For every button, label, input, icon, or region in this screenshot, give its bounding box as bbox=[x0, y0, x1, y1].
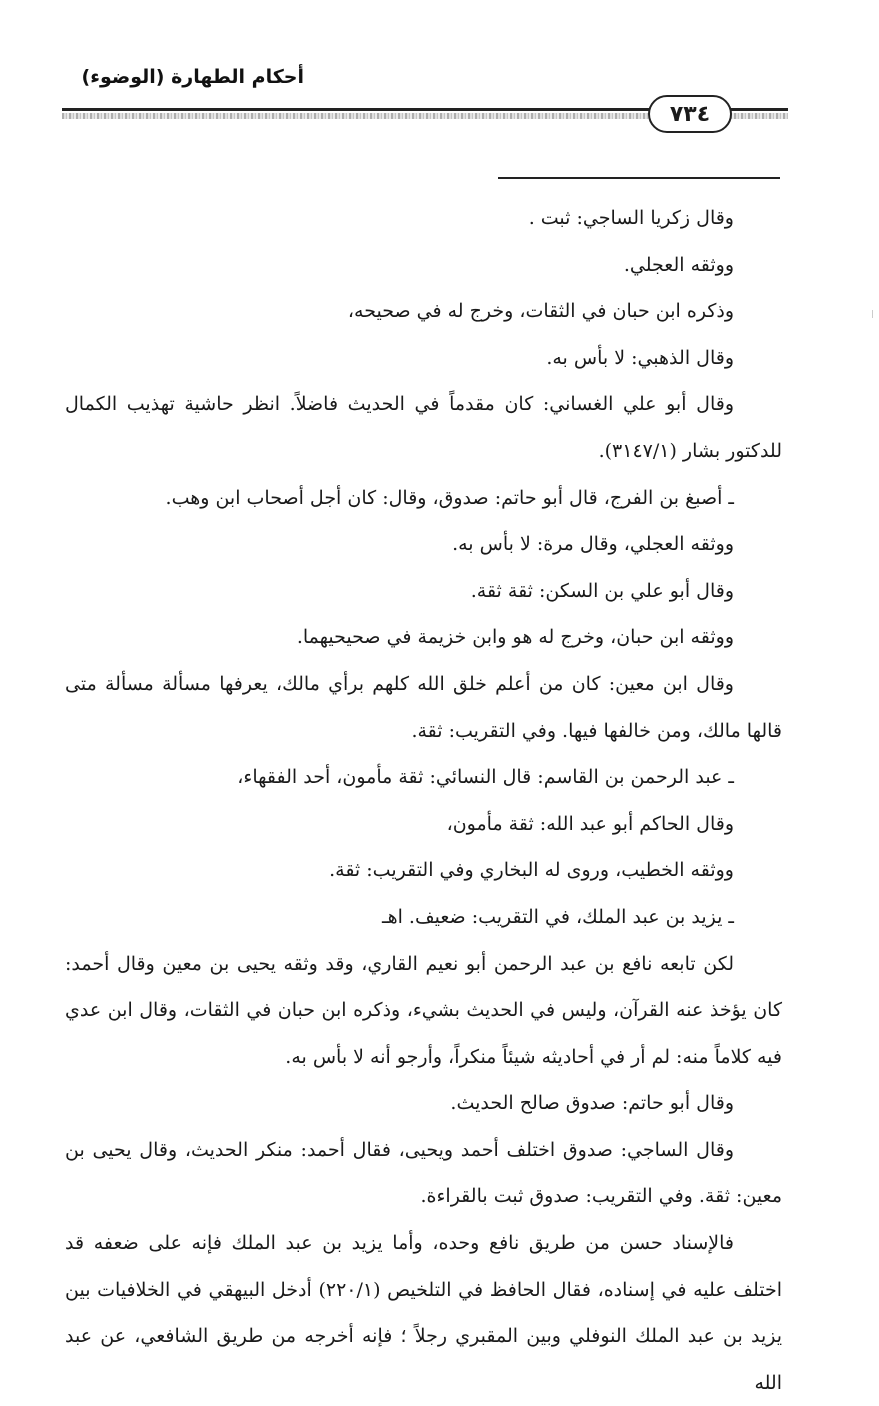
paragraph: ـ يزيد بن عبد الملك، في التقريب: ضعيف. اهـ bbox=[382, 905, 734, 928]
paragraph: وقال الذهبي: لا بأس به. bbox=[546, 346, 734, 369]
paragraph: ووثقه العجلي. bbox=[623, 253, 734, 276]
margin-mark bbox=[872, 310, 873, 318]
page-header bbox=[0, 0, 879, 140]
paragraph: وقال زكريا الساجي: ثبت . bbox=[528, 207, 734, 229]
paragraph: ـ عبد الرحمن بن القاسم: قال النسائي: ثقة مأمون، أحد الفقهاء، bbox=[237, 766, 734, 789]
paragraph: وذكره ابن حبان في الثقات، وخرج له في صحيحه، bbox=[347, 300, 734, 323]
footnote-separator bbox=[498, 177, 780, 179]
paragraph: وقال الساجي: صدوق اختلف أحمد ويحيى، فقال أحمد: منكر الحديث، وقال يحيى بن معين: ثقة. وفي التقريب: صدوق ثبت بالقراءة. bbox=[65, 1138, 782, 1208]
footnote-body bbox=[65, 195, 782, 1406]
paragraph: فالإسناد حسن من طريق نافع وحده، وأما يزيد بن عبد الملك فإنه على ضعفه قد اختلف عليه في إسناده، فقال الحافظ في التلخيص (٢٢٠/١) أدخل البيهقي في الخلافيات بين يزيد بن عبد الملك النوفلي وبين المقبري رجلاً ؛ فإنه أخرجه من طريق الشافعي، عن عبد الله bbox=[65, 1232, 782, 1394]
paragraph: ـ أصبغ بن الفرج، قال أبو حاتم: صدوق، وقال: كان أجل أصحاب ابن وهب. bbox=[165, 486, 734, 509]
paragraph: وقال أبو حاتم: صدوق صالح الحديث. bbox=[450, 1092, 734, 1115]
page-number-badge bbox=[648, 95, 732, 133]
page-number: ٧٣٤ bbox=[669, 101, 711, 127]
paragraph: ووثقه ابن حبان، وخرج له هو وابن خزيمة في صحيحيهما. bbox=[296, 626, 734, 649]
paragraph: وقال الحاكم أبو عبد الله: ثقة مأمون، bbox=[446, 812, 734, 835]
paragraph: وقال أبو علي بن السكن: ثقة ثقة. bbox=[470, 579, 734, 602]
paragraph: وقال أبو علي الغساني: كان مقدماً في الحديث فاضلاً. انظر حاشية تهذيب الكمال للدكتور بشار (٣١٤٧/١). bbox=[65, 393, 782, 462]
paragraph: وقال ابن معين: كان من أعلم خلق الله كلهم برأي مالك، يعرفها مسألة مسألة متى قالها مالك، ومن خالفها فيها. وفي التقريب: ثقة. bbox=[65, 672, 782, 742]
paragraph: لكن تابعه نافع بن عبد الرحمن أبو نعيم القاري، وقد وثقه يحيى بن معين وقال أحمد: كان يؤخذ عنه القرآن، وليس في الحديث بشيء، وذكره ابن حبان في الثقات، وقال ابن عدي فيه كلاماً منه: لم أر في أحاديثه شيئاً منكراً، وأرجو أنه لا بأس به. bbox=[65, 952, 782, 1068]
book-title: أحكام الطهارة (الوضوء) bbox=[81, 66, 304, 88]
paragraph: ووثقه العجلي، وقال مرة: لا بأس به. bbox=[452, 533, 734, 556]
paragraph: ووثقه الخطيب، وروى له البخاري وفي التقريب: ثقة. bbox=[329, 859, 734, 882]
